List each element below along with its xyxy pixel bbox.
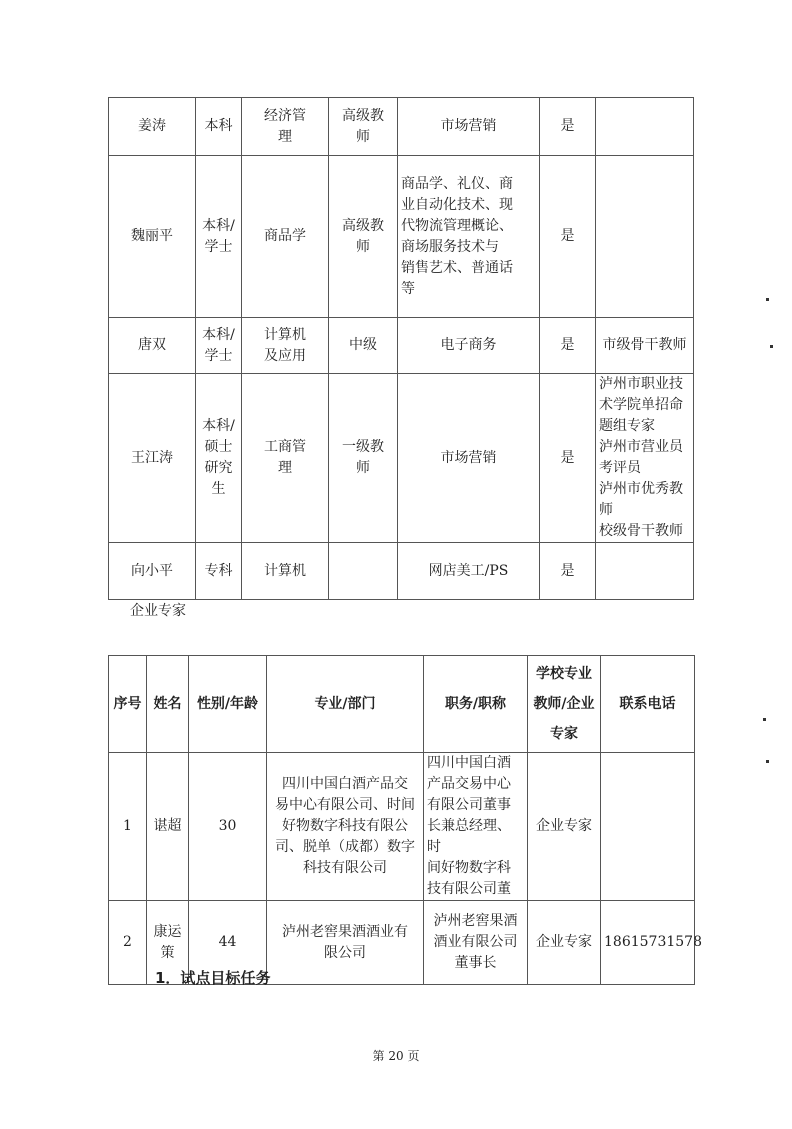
teacher-courses: 网店美工/PS (398, 543, 540, 600)
teacher-courses: 市场营销 (398, 98, 540, 156)
teacher-title: 一级教 师 (329, 374, 398, 543)
header-role: 学校专业 教师/企业 专家 (528, 656, 601, 753)
teacher-degree: 本科 (196, 98, 242, 156)
teacher-title (329, 543, 398, 600)
teacher-courses: 市场营销 (398, 374, 540, 543)
teacher-title: 高级教 师 (329, 98, 398, 156)
teacher-major: 商品学 (242, 156, 329, 318)
expert-phone (601, 753, 695, 901)
teacher-major: 经济管 理 (242, 98, 329, 156)
teacher-title: 高级教 师 (329, 156, 398, 318)
expert-gender-age: 44 (189, 901, 267, 985)
header-no: 序号 (109, 656, 147, 753)
teacher-name: 魏丽平 (109, 156, 196, 318)
expert-name: 康运 策 (147, 901, 189, 985)
teacher-degree: 本科/ 学士 (196, 318, 242, 374)
table-row (109, 318, 694, 374)
header-name: 姓名 (147, 656, 189, 753)
expert-position: 四川中国白酒 产品交易中心 有限公司董事 长兼总经理、时 间好物数字科 技有限公司董 (424, 753, 528, 901)
experts-table (108, 655, 702, 985)
expert-gender-age: 30 (189, 753, 267, 901)
table-row (109, 156, 694, 318)
scan-speck (763, 718, 766, 721)
teacher-honors: 市级骨干教师 (596, 318, 694, 374)
expert-name: 谌超 (147, 753, 189, 901)
scan-speck (766, 760, 769, 763)
teacher-degree: 本科/ 硕士 研究 生 (196, 374, 242, 543)
table-row (109, 543, 694, 600)
teacher-honors: 泸州市职业技 术学院单招命 题组专家 泸州市营业员 考评员 泸州市优秀教 师 校级骨干教师 (596, 374, 694, 543)
teacher-major: 计算机 (242, 543, 329, 600)
header-gender-age: 性别/年龄 (189, 656, 267, 753)
header-phone: 联系电话 (601, 656, 695, 753)
teacher-honors (596, 98, 694, 156)
teacher-dual: 是 (540, 156, 596, 318)
scan-speck (766, 298, 769, 301)
page-footer: 第 20 页 (372, 1049, 420, 1063)
teacher-name: 向小平 (109, 543, 196, 600)
table-row (109, 753, 695, 901)
table-row (109, 98, 694, 156)
teacher-degree: 本科/ 学士 (196, 156, 242, 318)
teacher-major: 工商管 理 (242, 374, 329, 543)
teacher-table (108, 97, 694, 600)
scan-speck (770, 345, 773, 348)
teacher-courses: 电子商务 (398, 318, 540, 374)
section-title: 1．试点目标任务 (155, 969, 271, 987)
teacher-major: 计算机 及应用 (242, 318, 329, 374)
expert-phone: 18615731578 (601, 901, 695, 985)
teacher-degree: 专科 (196, 543, 242, 600)
table-row (109, 374, 694, 543)
expert-role: 企业专家 (528, 753, 601, 901)
teacher-dual: 是 (540, 543, 596, 600)
teacher-dual: 是 (540, 318, 596, 374)
experts-caption: 企业专家 (130, 603, 186, 619)
teacher-dual: 是 (540, 374, 596, 543)
expert-no: 1 (109, 753, 147, 901)
teacher-name: 姜涛 (109, 98, 196, 156)
table-header-row (109, 656, 695, 753)
teacher-courses: 商品学、礼仪、商 业自动化技术、现 代物流管理概论、 商场服务技术与 销售艺术、普通话 等 (398, 156, 540, 318)
expert-no: 2 (109, 901, 147, 985)
expert-role: 企业专家 (528, 901, 601, 985)
header-position: 职务/职称 (424, 656, 528, 753)
expert-position: 泸州老窖果酒 酒业有限公司 董事长 (424, 901, 528, 985)
teacher-dual: 是 (540, 98, 596, 156)
teacher-name: 王江涛 (109, 374, 196, 543)
teacher-honors (596, 156, 694, 318)
header-dept: 专业/部门 (267, 656, 424, 753)
expert-dept: 泸州老窖果酒酒业有 限公司 (267, 901, 424, 985)
teacher-name: 唐双 (109, 318, 196, 374)
teacher-title: 中级 (329, 318, 398, 374)
teacher-honors (596, 543, 694, 600)
expert-dept: 四川中国白酒产品交 易中心有限公司、时间 好物数字科技有限公 司、脱单（成都）数字 科技有限公司 (267, 753, 424, 901)
